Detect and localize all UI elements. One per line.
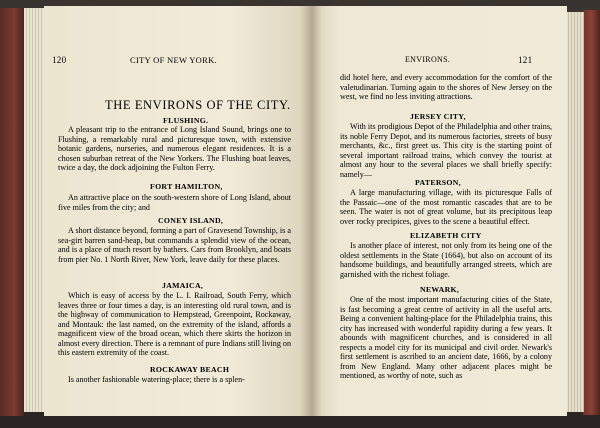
right-page-number: 121 [518, 55, 533, 65]
section-text-newark: One of the most important manufacturing cities of the State, is fast becoming a great centre of activity in all the useful arts. Being a convenient halting-place for the Philadelphia trains, this city has increased with wonderful rapidity during a few years. It abounds with magnificent churches, and is considered in all respects a model city for its municipal and civil order. Newark's first settlement is ascribed to an ancient date, 1666, by a colony from New England. Many other adjacent places might be mentioned, as worthy of note, such as [340, 295, 552, 380]
page-edges-right [566, 12, 584, 412]
section-text-jersey-city: With its prodigious Depot of the Philadelphia and other trains, its noble Ferry Depot, and its numerous factories, streets of busy merchants, &c., first greet us. This city is the starting point of several important railroad trains, which convey the tourist at almost any hour to the several places we shall briefly specify: namely— [340, 122, 552, 179]
section-heading-coney-island: CONEY ISLAND, [158, 216, 224, 225]
section-heading-paterson: PATERSON, [415, 178, 461, 187]
section-heading-jersey-city: JERSEY CITY, [410, 112, 466, 121]
section-heading-flushing: FLUSHING. [163, 116, 209, 125]
section-text-coney-island: A short distance beyond, forming a part of Gravesend Township, is a sea-girt barren sand-heap, but commands a splendid view of the ocean, and is a place of much resort by bathers. Cars from Brooklyn, and boats from pier No. 1 North River, New York, leave daily for these places. [58, 226, 291, 264]
right-running-head: ENVIRONS. [405, 55, 451, 64]
book-cover-right [583, 10, 600, 415]
section-text-jamaica: Which is easy of access by the L. I. Railroad, South Ferry, which leaves three or four times a day, is an interesting old rural town, and is the highway of communication to Hempstead, Greenpoint, Rockaway, and Montauk: the last named, on the extremity of the island, affords a magnificent view of the broad ocean, which there skirts the horizon in almost every direction. There is a remnant of pure Indians still living on this eastern extremity of the coast. [58, 291, 291, 357]
section-text-flushing: A pleasant trip to the entrance of Long Island Sound, brings one to Flushing, a remarkably rural and picturesque town, with extensive botanic gardens, nurseries, and numerous elegant residences. It is a chosen suburban retreat of the New Yorkers. The Flushing boat leaves, twice a day, the dock adjoining the Fulton Ferry. [58, 125, 291, 172]
left-page-number: 120 [52, 55, 67, 65]
chapter-title: THE ENVIRONS OF THE CITY. [105, 98, 291, 112]
left-running-head: CITY OF NEW YORK. [130, 55, 217, 65]
section-text-fort-hamilton: An attractive place on the south-western shore of Long Island, about five miles from the city; and [58, 193, 291, 212]
continued-text: did hotel here, and every accommodation for the comfort of the valetudinarian. Turning again to the shores of New Jersey on the west, we find no less inviting attractions. [340, 73, 552, 101]
page-edges-left [24, 8, 44, 412]
book-gutter [300, 6, 322, 416]
section-heading-jamaica: JAMAICA, [162, 281, 204, 290]
section-text-rockaway-beach: Is another fashionable watering-place; there is a splen- [68, 375, 245, 384]
book-cover-left [0, 8, 24, 416]
section-heading-fort-hamilton: FORT HAMILTON, [150, 182, 223, 191]
section-heading-newark: NEWARK, [420, 285, 460, 294]
section-heading-rockaway-beach: ROCKAWAY BEACH [150, 365, 230, 374]
section-text-elizabeth-city: Is another place of interest, not only from its being one of the oldest settlements in the State (1664), but also on account of its handsome buildings, and beautifully arranged streets, which are garnished with the richest foliage. [340, 241, 552, 279]
section-heading-elizabeth-city: ELIZABETH CITY [410, 231, 482, 240]
section-text-paterson: A large manufacturing village, with its picturesque Falls of the Passaic—one of the most romantic cascades that are to be seen. The water is not of great volume, but its precipitous leap over rocky precipices, gives to the scene a beautiful effect. [340, 188, 552, 226]
